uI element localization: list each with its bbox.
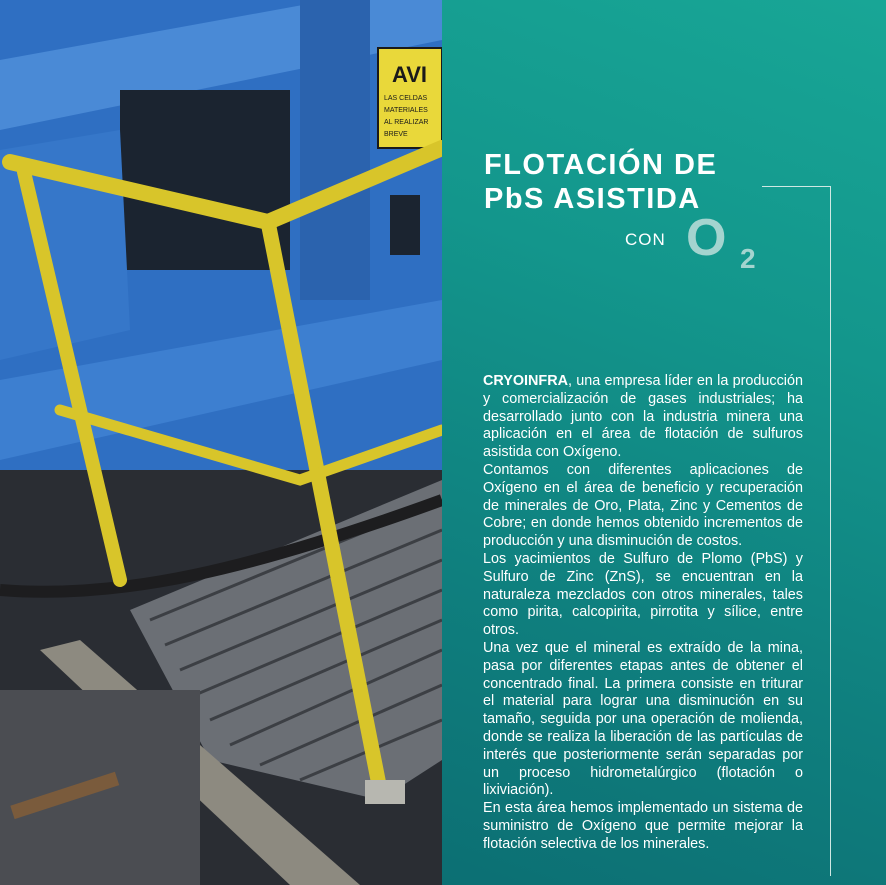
paragraph-intro (483, 373, 803, 462)
flotation-plant-photo (0, 0, 442, 885)
warning-sign-line: MATERIALES (384, 107, 428, 114)
blue-machine-column (300, 0, 370, 300)
oxygen-subscript: 2 (740, 243, 756, 274)
subtitle-con: CON (625, 230, 666, 249)
plant-illustration (0, 0, 442, 885)
paragraph-oxygen-system: En esta área hemos implementado un sistema de suministro de Oxígeno que permite mejorar la flotación selectiva de los minerales. (483, 800, 803, 852)
company-name: CRYOINFRA (483, 373, 569, 389)
title-line-2: PbS ASISTIDA (484, 183, 701, 215)
railing-base-plate (365, 780, 405, 804)
paragraph-applications: Contamos con diferentes aplicaciones de Oxígeno en el área de beneficio y recuperación de minerales de Oro, Plata, Zinc y Cementos de Cobre; en donde hemos obtenido incrementos de producción y una disminución de costos. (483, 461, 803, 550)
warning-sign-line: BREVE (384, 131, 408, 138)
warning-sign-line: AL REALIZAR (384, 119, 429, 126)
oxygen-symbol: O (686, 209, 727, 267)
machine-dark-slot (390, 195, 420, 255)
title-line-1: FLOTACIÓN DE (484, 149, 718, 181)
decorative-line-horizontal (762, 186, 830, 187)
paragraph-process: Una vez que el mineral es extraído de la mina, pasa por diferentes etapas antes de obtener el concentrado final. La primera consiste en triturar el material para lograr una disminución en su tamaño, seguida por una operación de molienda, donde se realiza la liberación de las partículas de interés que posteriormente serán separadas por un proceso hidrometalúrgico (flotación o lixiviación). (483, 639, 803, 799)
decorative-line-vertical (830, 186, 831, 876)
article-title (484, 148, 717, 216)
paragraph-deposits: Los yacimientos de Sulfuro de Plomo (PbS) y Sulfuro de Zinc (ZnS), se encuentran en la naturaleza mezclados con otros minerales, tales como pirita, calcopirita, pirrotita y sílice, entre otros. (483, 550, 803, 639)
article-panel (442, 0, 886, 885)
paragraph-intro-text: , una empresa líder en la producción y comercialización de gases industriales; ha desarrollado junto con la industria minera una aplicación en el área de flotación de sulfuros asistida con Oxígeno. (483, 373, 803, 461)
warning-sign (378, 48, 442, 148)
warning-sign-line: LAS CELDAS (384, 95, 428, 102)
warning-sign-title: AVI (392, 62, 428, 87)
article-body (483, 373, 803, 854)
